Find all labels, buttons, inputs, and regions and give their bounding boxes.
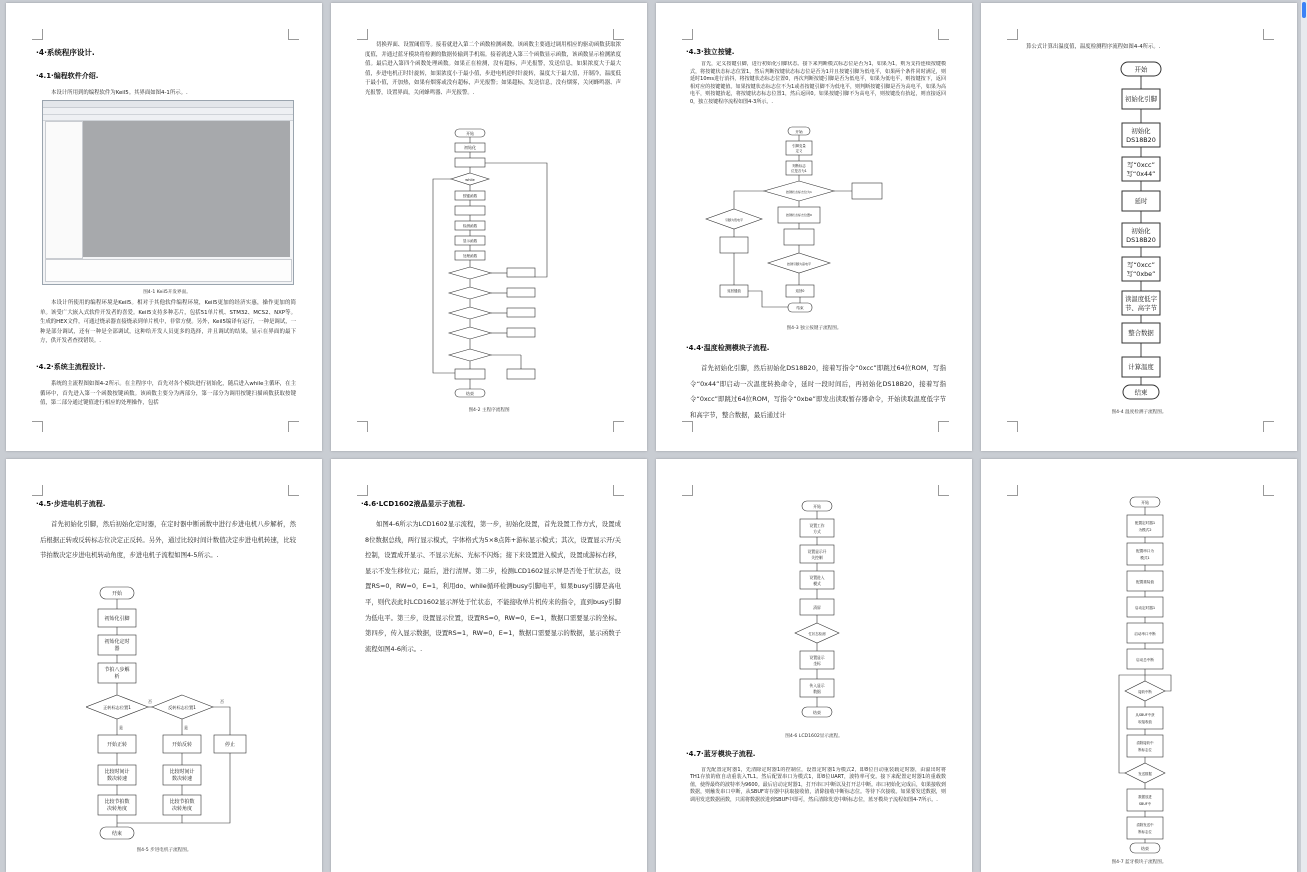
heading-4-2: ·4.2·系统主流程设计. (36, 363, 106, 371)
svg-text:初始化: 初始化 (1131, 127, 1151, 135)
svg-text:设置显示: 设置显示 (809, 655, 825, 660)
svg-text:节、高字节: 节、高字节 (1125, 304, 1157, 312)
paragraph-main-flow: 系统的主流程图如图4-2所示。在主程序中，首先对各个模块进行初始化，随后进入while主循环，在主循环中，首先进入第一个函数按键函数。该函数主要分为两部分，第一部分为调用按键扫描函数获取按键值，第二部分通过键值进行相应的处理操作，包括 (40, 381, 296, 407)
svg-text:定义: 定义 (795, 149, 803, 153)
svg-text:决转角度: 决转角度 (171, 806, 193, 812)
svg-text:数决转速: 数决转速 (106, 776, 128, 782)
svg-text:返回键值: 返回键值 (727, 289, 741, 293)
paragraph-lcd1602: 如图4-6所示为LCD1602显示流程，第一步，初始化设置，首先设置工作方式，设置成8位数据总线，两行显示模式，字体格式为5×8点阵+游标显示模式；其次，设置显示开/关控制，设置成开显示、不显示光标、光标不闪烁；接下来设置进入模式，设置成游标右移，显示不发生移位元；最后，进行清屏。第二步，检测LCD1602显示屏是否处于忙状态，设置RS=0，RW=0，E=1，利用do、while循环检测busy引脚电平，如果busy引脚是高电平，则代表此时LCD1602显示屏处于忙状态，不能接收单片机传来的指令，直到busy引脚为低电平。第三步，设置显示位置，设置RS=0，RW=0，E=1，数据口需要显示的坐标。第四步，传入显示数据，设置RS=1，RW=0，E=1，数据口需要显示的数据，显示函数子流程如图4-6所示。. (365, 520, 621, 653)
svg-text:关控制: 关控制 (811, 555, 823, 560)
svg-text:结束: 结束 (466, 391, 474, 396)
svg-text:引脚为低电平: 引脚为低电平 (724, 218, 744, 222)
svg-text:返回0: 返回0 (795, 289, 805, 293)
svg-text:设置显示开: 设置显示开 (807, 549, 827, 554)
svg-text:清屏: 清屏 (813, 605, 821, 610)
document-page-3 (656, 3, 972, 451)
heading-4-7: ·4.7·蓝牙模块子流程. (686, 750, 756, 758)
paragraph-stepper: 首先初始化引脚，然后初始化定时器，在定时器中断函数中进行步进电机八步解析，然后根据正转或反转标志位决定正反转。另外，通过比较时间计数值决定步进电机转速，比较节拍数决定步进电机转动角度，步进电机子流程如图4-5所示。. (40, 520, 296, 560)
svg-text:正转标志位置1: 正转标志位置1 (103, 705, 131, 710)
svg-text:DS18B20: DS18B20 (1126, 136, 1156, 144)
document-page-8 (981, 459, 1297, 872)
svg-text:判断标志: 判断标志 (792, 164, 806, 168)
svg-text:节拍八步解: 节拍八步解 (104, 667, 130, 673)
paragraph-temperature: 首先初始化引脚，然后初始化DS18B20，接着写指令“0xcc”即跳过64位ROM，写指令“0x44”即启动一次温度转换命令，延时一段时间后，再初始化DS18B20，接着写指令“0xcc”即跳过64位ROM，写指令“0xbe”即发出读取暂存器命令，开始读取温度低字节和高字节，整合数据，最后通过计 (690, 364, 946, 419)
svg-text:写“0xbe”: 写“0xbe” (1126, 270, 1156, 278)
svg-text:发送数据: 发送数据 (1138, 772, 1152, 776)
svg-text:启动定时器1: 启动定时器1 (1134, 606, 1156, 610)
document-page-6 (331, 459, 647, 872)
svg-text:启动串口中断: 启动串口中断 (1134, 632, 1156, 636)
heading-4-4: ·4.4·温度检测模块子流程. (686, 344, 770, 352)
svg-text:结束: 结束 (1141, 846, 1149, 851)
svg-text:显示函数: 显示函数 (462, 239, 478, 243)
svg-text:按键状态标志位为1: 按键状态标志位为1 (786, 190, 812, 194)
svg-text:整合数据: 整合数据 (1128, 329, 1154, 337)
svg-text:方式: 方式 (813, 529, 821, 534)
svg-text:开始正转: 开始正转 (106, 742, 128, 748)
heading-chapter-4: ·4·系统程序设计. (36, 48, 95, 57)
bluetooth-flowchart (1115, 495, 1175, 857)
svg-text:初始化: 初始化 (464, 145, 476, 150)
svg-text:初始化: 初始化 (1131, 227, 1151, 235)
heading-4-3: ·4.3·独立按键. (686, 48, 735, 56)
svg-text:比较节拍数: 比较节拍数 (104, 799, 130, 805)
paragraph-keil5: 本设计所使用的编程环境是Keil5。相对于其他软件编程环境，Keil5更加的经济实惠，操作更加的简单。该受广大嵌入式软件开发者的喜爱。Keil5支持多种芯片，包括51单片机、STM32、MCS2、NXP等。生成的HEX文件，可通过烧录器直接烧录到单片机中，非常方便。另外，Keil5编译有运行，一种是调试，一种是部分调试，还有一种是全部调试，这种给开发人员更多的选择，并且调试的结果，显示在界面的最下方，供开发者查找错误。. (40, 300, 296, 345)
svg-text:开始: 开始 (795, 130, 803, 134)
svg-text:写“0x44”: 写“0x44” (1126, 170, 1156, 178)
svg-text:为模式2: 为模式2 (1138, 528, 1152, 532)
svg-text:延时: 延时 (1134, 197, 1148, 205)
document-page-7 (656, 459, 972, 872)
svg-text:启动总中断: 启动总中断 (1136, 658, 1154, 662)
svg-text:比较节拍数: 比较节拍数 (169, 799, 195, 805)
heading-4-6: ·4.6·LCD1602液晶显示子流程. (361, 500, 466, 508)
paragraph-formula: 算公式计算出温度值，温度检测程序流程如图4-4所示。. (1026, 44, 1161, 50)
paragraph-intro: 本设计所用到的编程软件为Keil5。其界面如图4-1所示。. (51, 90, 188, 96)
svg-text:器: 器 (114, 646, 120, 652)
svg-text:写“0xcc”: 写“0xcc” (1127, 161, 1155, 169)
caption-figure-4-6: 图4-6 LCD1602显示流程。 (785, 734, 843, 739)
svg-text:配置重装值: 配置重装值 (1136, 580, 1154, 584)
scrollbar-thumb[interactable] (1302, 2, 1306, 18)
paragraph-bluetooth: 首先配置定时器1，先清除定时器1的控制位，设置定时器1为模式2，即8位自动重装载定时器，由溢出时将TH1存放的值自动重装入TL1。然后配置串口为模式1，即8位UART，波特率可变。接下来配置定时器1的重载数值，使得最终的波特率为9600。最后启动定时器1，打开串口中断以及打开总中断。串口初始化完成后，如果接收到数据，则触发串口中断，从SBUF寄存器中获取接收值，清除接收中断标志位。等待下次接收。如果要发送数据，则调用发送数据函数，只需将数据放进到SBUF中即可，然后清除发送中断标志位，蓝牙模块子流程如图4-7所示。. (690, 767, 946, 803)
svg-text:否: 否 (220, 699, 224, 704)
document-page-2 (331, 3, 647, 451)
svg-text:模式: 模式 (813, 581, 821, 586)
svg-text:数决转速: 数决转速 (171, 776, 193, 782)
svg-text:DS18B20: DS18B20 (1126, 236, 1156, 244)
svg-text:初始化引脚: 初始化引脚 (104, 616, 130, 622)
svg-text:坐标: 坐标 (813, 661, 821, 666)
svg-text:配置串口为: 配置串口为 (1136, 549, 1154, 553)
svg-text:开始: 开始 (813, 504, 821, 509)
svg-text:开始: 开始 (111, 591, 123, 597)
document-page-1 (6, 3, 322, 451)
svg-text:断标志位: 断标志位 (1138, 748, 1152, 752)
caption-figure-4-5: 图4-5 步进电机子流程图。 (136, 848, 192, 853)
svg-text:开始: 开始 (1141, 500, 1149, 505)
svg-text:停止: 停止 (224, 742, 236, 748)
paragraph-main-flow-cont: 切换界面、设置阈值等。接着就进入第二个函数检测函数。该函数主要通过调用相应的驱动函数获取浓度值，并通过蓝牙模块将检测的数据传输到手机端。接着就进入第三个函数显示函数，该函数显示检测浓度值。最后进入第四个函数处理函数。如果正在检测，没有超标，声光报警，发送信息，如果浓度大于最大值，步进电机正时针旋转，如果浓度小于最小值，步进电机逆时针旋转，温度大于最大值，开制冷，温度低于最小值，开加热，如果有烟雾或没有超标，声光报警；如果超标，发送信息，没有烟雾，关闭蜂鸣器、声光报警，设置界面，关闭蜂鸣器、声光报警。. (365, 42, 621, 96)
heading-4-1: ·4.1·编程软件介绍. (36, 72, 99, 80)
svg-text:比较时间计: 比较时间计 (169, 769, 195, 775)
paragraph-key: 首先，定义按键引脚，进行初始化引脚状态。接下来判断模式标志位是否为1，如果为1，则为支持连续按键模式，将按键状态标志位置1，然后判断按键状态标志位是否为1并且按键引脚为低电平，如果两个条件同时满足，则延时10ms进行消抖，将按键状态标志位置0，再次判断按键引脚是否为低电平，如果为低电平，则按键按下，返回相对应的按键键值。如果按键状态标志位不为1或者按键引脚不为低电平，则判断按键引脚是否为高电平，如果为高电平，则按键抬起，将按键状态标志位置1，然后返回0。如果按键引脚不为高电平，则按键没有抬起，则直接返回0，独立按键程序流程如图4-3所示。. (690, 61, 946, 105)
caption-figure-4-7: 图4-7 蓝牙模块子流程图。 (1111, 860, 1167, 865)
svg-text:析: 析 (114, 674, 120, 680)
svg-text:按键状态标志位置0: 按键状态标志位置0 (786, 213, 812, 217)
heading-4-5: ·4.5·步进电机子流程. (36, 500, 106, 508)
svg-text:while: while (465, 178, 475, 182)
temperature-flowchart (1101, 59, 1181, 407)
svg-text:初始化定时: 初始化定时 (104, 639, 130, 645)
svg-text:SBUF中: SBUF中 (1138, 802, 1152, 806)
svg-text:处理函数: 处理函数 (462, 254, 478, 258)
svg-text:检测函数: 检测函数 (462, 224, 478, 228)
svg-text:读温度低字: 读温度低字 (1125, 295, 1157, 303)
key-flowchart (702, 125, 902, 321)
vertical-scrollbar[interactable] (1301, 0, 1307, 872)
svg-text:按键引脚为高电平: 按键引脚为高电平 (786, 262, 812, 266)
keil5-ide-screenshot (42, 100, 294, 285)
svg-text:是: 是 (184, 725, 188, 730)
svg-text:模式1: 模式1 (1140, 556, 1150, 560)
stepper-flowchart (86, 583, 256, 845)
caption-figure-4-2: 图4-2 主程序流程图 (468, 408, 510, 413)
svg-text:是: 是 (119, 725, 123, 730)
svg-text:否: 否 (148, 699, 152, 704)
main-program-flowchart (427, 127, 557, 403)
document-page-5 (6, 459, 322, 872)
svg-text:从SBUF中获: 从SBUF中获 (1135, 713, 1155, 717)
svg-text:开始: 开始 (1134, 65, 1148, 74)
svg-text:写“0xcc”: 写“0xcc” (1127, 261, 1155, 269)
svg-text:结束: 结束 (1134, 388, 1148, 397)
svg-text:结束: 结束 (111, 831, 123, 837)
svg-text:取接收值: 取接收值 (1138, 720, 1152, 724)
svg-text:接收中断: 接收中断 (1138, 690, 1152, 694)
svg-text:传入显示: 传入显示 (809, 683, 825, 688)
document-page-4 (981, 3, 1297, 451)
svg-text:决转角度: 决转角度 (106, 806, 128, 812)
svg-text:计算温度: 计算温度 (1128, 363, 1154, 371)
svg-text:反转标志位置1: 反转标志位置1 (168, 705, 196, 710)
svg-text:按键函数: 按键函数 (462, 194, 478, 198)
svg-text:忙状态检测: 忙状态检测 (808, 632, 826, 636)
svg-text:比较时间计: 比较时间计 (104, 769, 130, 775)
svg-text:数据: 数据 (813, 689, 821, 694)
svg-text:清除发送中: 清除发送中 (1136, 823, 1154, 827)
svg-text:初始化引脚: 初始化引脚 (1125, 95, 1157, 103)
svg-text:数据放进: 数据放进 (1138, 795, 1152, 799)
svg-text:开始反转: 开始反转 (171, 742, 193, 748)
svg-text:开始: 开始 (466, 131, 474, 136)
svg-text:引脚变量: 引脚变量 (792, 144, 806, 148)
svg-text:位是否为1: 位是否为1 (791, 169, 807, 173)
svg-text:设置进入: 设置进入 (809, 575, 825, 580)
caption-figure-4-1: 图4-1 Keil5开发界面。 (143, 290, 191, 295)
svg-text:结束: 结束 (796, 306, 804, 310)
lcd1602-flowchart (792, 499, 842, 731)
fc-main-init2 (455, 158, 485, 167)
svg-text:清除接收中: 清除接收中 (1136, 741, 1154, 745)
caption-figure-4-4: 图4-4 温度检测子流程图。 (1111, 410, 1167, 415)
svg-text:结束: 结束 (813, 710, 821, 715)
caption-figure-4-3: 图4-3 独立按键子流程图。 (786, 326, 842, 331)
svg-text:设置工作: 设置工作 (809, 523, 825, 528)
svg-text:配置定时器1: 配置定时器1 (1134, 521, 1156, 525)
svg-text:断标志位: 断标志位 (1138, 830, 1152, 834)
